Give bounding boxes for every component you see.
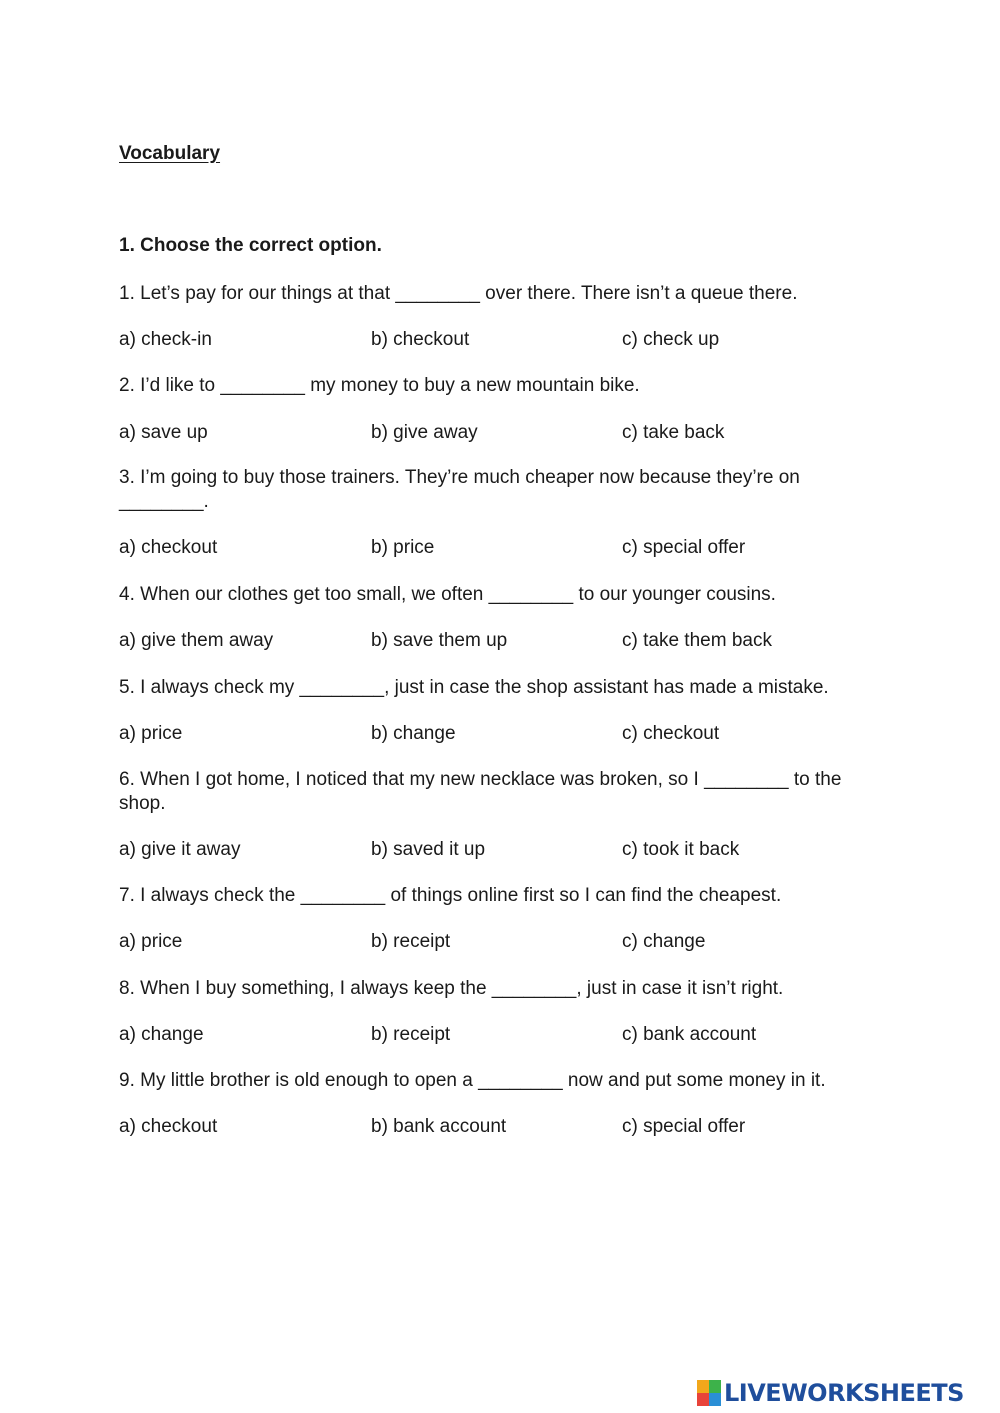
option-b[interactable]: b) checkout <box>371 329 470 350</box>
option-b[interactable]: b) give away <box>371 422 478 443</box>
option-b[interactable]: b) price <box>371 537 435 558</box>
option-b[interactable]: b) save them up <box>371 630 508 651</box>
logo-icon-tile <box>697 1393 709 1406</box>
option-a[interactable]: a) price <box>119 931 183 952</box>
liveworksheets-logo <box>697 1378 964 1408</box>
question-text: 7. I always check the ________ of things online first so I can find the cheapest. <box>119 885 782 906</box>
answer-options <box>119 930 879 954</box>
question-text: 5. I always check my ________, just in case the shop assistant has made a mistake. <box>119 677 829 698</box>
option-a[interactable]: a) change <box>119 1024 204 1045</box>
option-c[interactable]: c) take back <box>622 422 725 443</box>
answer-options <box>119 1115 879 1139</box>
answer-options <box>119 536 879 560</box>
question-text: 1. Let’s pay for our things at that ________ over there. There isn’t a queue there. <box>119 283 798 304</box>
question-text: 6. When I got home, I noticed that my new necklace was broken, so I ________ to the shop. <box>119 769 842 814</box>
logo-text: LIVEWORKSHEETS <box>724 1379 964 1407</box>
option-c[interactable]: c) change <box>622 931 706 952</box>
option-a[interactable]: a) give it away <box>119 839 241 860</box>
question-text: 4. When our clothes get too small, we often ________ to our younger cousins. <box>119 584 776 605</box>
answer-options <box>119 421 879 445</box>
answer-options <box>119 629 879 653</box>
logo-icon-tile <box>709 1393 721 1406</box>
option-a[interactable]: a) price <box>119 723 183 744</box>
option-b[interactable]: b) receipt <box>371 931 451 952</box>
question-text: 9. My little brother is old enough to open a ________ now and put some money in it. <box>119 1070 826 1091</box>
option-c[interactable]: c) special offer <box>622 1116 746 1137</box>
option-c[interactable]: c) check up <box>622 329 720 350</box>
option-a[interactable]: a) check-in <box>119 329 212 350</box>
option-b[interactable]: b) saved it up <box>371 839 486 860</box>
logo-icon-tile <box>709 1380 721 1393</box>
worksheet-title: Vocabulary <box>119 143 221 164</box>
option-b[interactable]: b) receipt <box>371 1024 451 1045</box>
answer-options <box>119 1023 879 1047</box>
question-text: 8. When I buy something, I always keep the ________, just in case it isn’t right. <box>119 978 784 999</box>
option-c[interactable]: c) took it back <box>622 839 740 860</box>
option-b[interactable]: b) change <box>371 723 456 744</box>
option-a[interactable]: a) checkout <box>119 1116 218 1137</box>
option-c[interactable]: c) checkout <box>622 723 720 744</box>
liveworksheets-logo-icon <box>697 1380 721 1406</box>
answer-options <box>119 838 879 862</box>
answer-options <box>119 722 879 746</box>
option-c[interactable]: c) bank account <box>622 1024 757 1045</box>
option-c[interactable]: c) take them back <box>622 630 772 651</box>
question-text: 3. I’m going to buy those trainers. They’re much cheaper now because they’re on ________. <box>119 467 800 512</box>
exercise-instruction: 1. Choose the correct option. <box>119 235 382 256</box>
option-c[interactable]: c) special offer <box>622 537 746 558</box>
option-b[interactable]: b) bank account <box>371 1116 507 1137</box>
answer-options <box>119 328 879 352</box>
logo-icon-tile <box>697 1380 709 1393</box>
option-a[interactable]: a) give them away <box>119 630 274 651</box>
option-a[interactable]: a) save up <box>119 422 208 443</box>
option-a[interactable]: a) checkout <box>119 537 218 558</box>
question-text: 2. I’d like to ________ my money to buy a new mountain bike. <box>119 375 640 396</box>
